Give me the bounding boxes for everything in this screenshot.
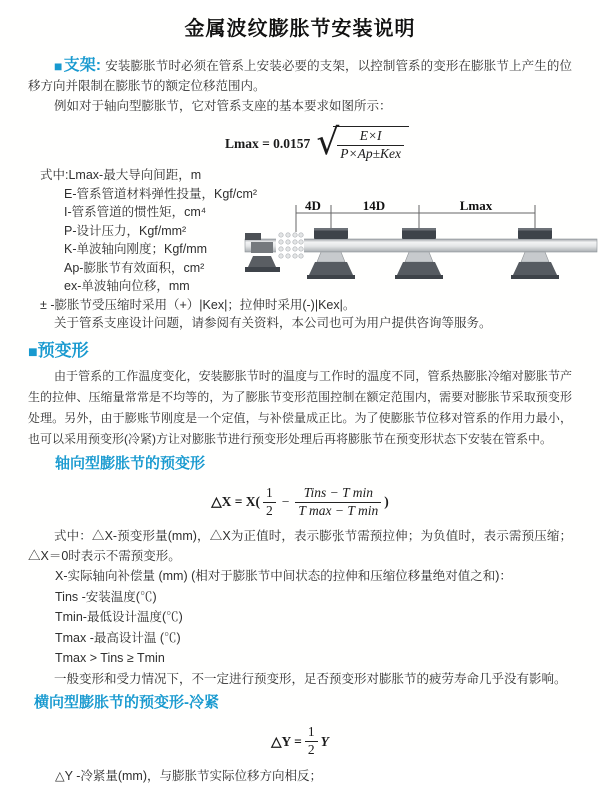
diagram-dim-label-14d: 14D (362, 198, 386, 213)
axial-subsection-header: 轴向型膨胀节的预变形 (55, 455, 206, 472)
definition-line-k: K-单波轴向刚度；Kgf/mm (64, 242, 208, 256)
formula-where-line: 式中:Lmax-最大导向间距，m (40, 168, 202, 182)
predeform-section-header (28, 340, 572, 364)
lateral-formula-lhs: △Y = (271, 733, 302, 749)
support-section-title: 支架: (63, 57, 102, 74)
lateral-note-line: △Y -冷紧量(mm)，与膨胀节实际位移方向相反； (55, 768, 323, 783)
lateral-half-denominator: 2 (307, 742, 315, 757)
axial-formula-close: ) (384, 494, 389, 509)
diagram-dim-label-4d: 4D (305, 198, 321, 213)
lateral-half-numerator: 1 (305, 725, 318, 742)
definition-line-p: P-设计压力，Kgf/mm² (64, 223, 187, 238)
radical-sign: √ (316, 121, 340, 163)
pipe-support-icon (511, 228, 559, 279)
lateral-subsection-header: 横向型膨胀节的预变形-冷紧 (34, 693, 219, 711)
definition-line-ex: ex-单波轴向位移，mm (64, 279, 190, 293)
axial-explain-paragraph: 式中：△X-预变形量(mm)，△X为正值时，表示膨张节需预拉伸；为负值时，表示需预压缩；△X＝0时表示不需预变形。 (28, 529, 572, 563)
plus-minus-note-line: ± -膨胀节受压缩时采用（+）|Kex|；拉伸时采用(-)|Kex|。 (40, 297, 356, 312)
support-intro-paragraph (28, 56, 572, 96)
pipe-support-icon (307, 228, 355, 279)
half-numerator: 1 (263, 486, 276, 503)
half-denominator: 2 (266, 502, 273, 518)
axial-closing-line: 一般变形和受力情况下，不一定进行预变形，足否预变形对膨胀节的疲劳寿命几乎没有影响。 (54, 671, 567, 686)
axial-formula (0, 484, 600, 520)
support-example-line: 例如对于轴向型膨胀节，它对管系支座的基本要求如图所示： (54, 99, 392, 113)
section-square-icon: ■ (54, 58, 63, 74)
document-page (0, 16, 600, 783)
axial-formula-denominator: T max − T min (298, 502, 379, 518)
lmax-formula-denominator: P×Ap±Kex (340, 146, 402, 161)
lateral-formula-rhs: Y (320, 733, 329, 749)
diagram-dim-label-lmax: Lmax (459, 198, 493, 213)
definitions-and-diagram (0, 166, 600, 334)
tmin-line: Tmin-最低设计温度(℃) (55, 610, 183, 624)
sqrt-radical (316, 121, 409, 163)
lmax-formula-lhs: Lmax = 0.0157 (224, 136, 311, 151)
service-note-line: 关于管系支座设计问题，请参阅有关资料，本公司也可为用户提供咨询等服务。 (54, 316, 492, 330)
predeform-body-paragraph: 由于管系的工作温度变化，安装膨胀节时的温度与工作时的温度不同，管系热膨胀冷缩对膨胀节产生的拉伸、压缩量常常是不均等的，为了膨胀节变形范围控制在额定范围内，需要对膨胀节采取预变形处理。另外，由于膨账节刚度是一个定值，与补偿量成正比。为了使膨胀节位移对管系的作用力最小，也可以采用预变形(冷紧)方让对膨胀节进行预变形处理后再将膨胀节在预变形状态下安装在管系中。 (28, 369, 572, 446)
definition-line-i: I-管系管道的惯性矩，cm⁴ (64, 205, 207, 219)
lmax-formula (0, 121, 600, 164)
pipe-support-diagram (243, 199, 600, 299)
predeform-section-title: 预变形 (37, 341, 89, 360)
definition-line-e: E-管系管道材料弹性投量，Kgf/cm² (64, 186, 258, 201)
axial-definitions-list (0, 566, 600, 669)
lmax-formula-numerator: E×I (337, 129, 404, 146)
axial-formula-lhs: △X = X( (211, 494, 261, 509)
bellows-icon (276, 232, 304, 259)
pipe-support-icon (395, 228, 443, 279)
x-definition-line: X-实际轴向补偿量 (mm) (相对于膨胀节中间状态的拉伸和压缩位移量绝对值之和)： (55, 569, 512, 583)
section-square-icon: ■ (28, 344, 38, 361)
temp-inequality-line: Tmax > Tins ≥ Tmin (55, 651, 165, 665)
page-title: 金属波纹膨胀节安装说明 (184, 18, 416, 40)
definition-line-ap: Ap-膨胀节有效面积，cm² (64, 260, 205, 275)
tins-line: Tins -安装温度(℃) (55, 589, 157, 604)
support-intro-text: 安装膨胀节时必须在管系上安装必要的支架，以控制管系的变形在膨胀节上产生的位移方向并限制在膨胀节的额定位移范围内。 (28, 59, 572, 93)
minus-sign: − (281, 494, 290, 509)
axial-formula-numerator: Tins − T min (295, 486, 381, 503)
tmax-line: Tmax -最高设计温 (℃) (55, 630, 181, 645)
lateral-formula (0, 725, 600, 759)
